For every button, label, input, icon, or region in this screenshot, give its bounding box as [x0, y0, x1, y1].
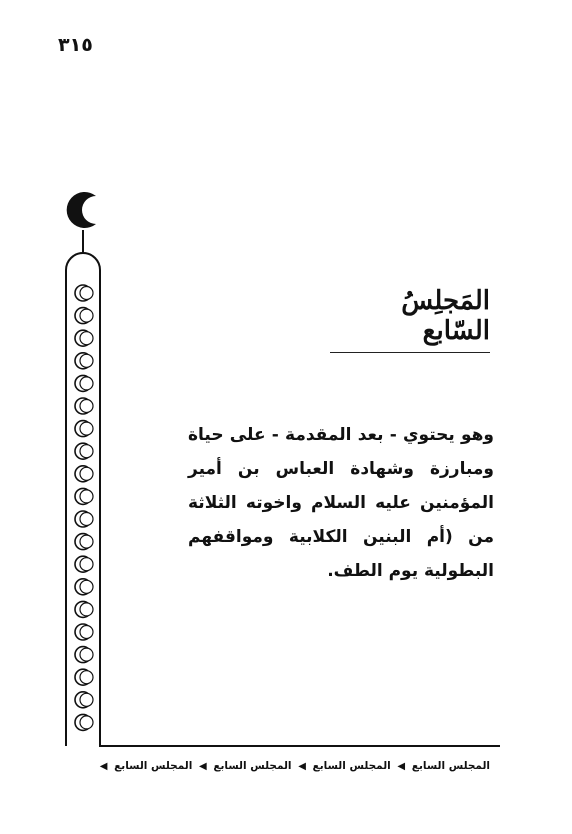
crescent-icon	[75, 601, 93, 617]
crescent-icon	[75, 421, 93, 437]
footer-nav-item[interactable]: المجلس السابع	[312, 760, 391, 772]
crescent-icon	[75, 511, 93, 527]
crescent-icon	[75, 556, 93, 572]
crescent-column	[75, 285, 93, 730]
crescent-icon	[75, 534, 93, 550]
crescent-icon	[75, 353, 93, 369]
crescent-icon	[75, 308, 93, 324]
crescent-icon	[67, 192, 96, 228]
crescent-icon	[75, 647, 93, 663]
crescent-icon	[75, 714, 93, 730]
crescent-icon	[75, 466, 93, 482]
left-triangle-icon: ◀	[198, 761, 207, 772]
left-triangle-icon: ◀	[298, 761, 306, 772]
chapter-title: المَجلِسُ السّابع	[330, 286, 490, 353]
crescent-icon	[75, 624, 93, 640]
footer-nav-item[interactable]: المجلس السابع	[213, 760, 292, 772]
crescent-icon	[75, 669, 93, 685]
footer-navigation	[99, 760, 490, 772]
footer-nav-item[interactable]: المجلس السابع	[114, 760, 193, 772]
crescent-icon	[75, 488, 93, 504]
crescent-icon	[75, 579, 93, 595]
crescent-icon	[75, 285, 93, 301]
crescent-icon	[75, 330, 93, 346]
crescent-icon	[75, 398, 93, 414]
crescent-icon	[75, 443, 93, 459]
chapter-description: وهو يحتوي - بعد المقدمة - على حياة ومبارزة وشهادة العباس بن أمير المؤمنين عليه السلام واخوته الثلاثة من (أم البنين الكلابية ومواقفهم البطولية يوم الطف.	[188, 425, 494, 581]
left-triangle-icon: ◀	[99, 761, 108, 772]
left-triangle-icon: ◀	[397, 761, 406, 772]
crescent-icon	[75, 375, 93, 391]
crescent-icon	[75, 692, 93, 708]
footer-nav-item[interactable]: المجلس السابع	[411, 760, 490, 772]
page-number: ٣١٥	[58, 34, 93, 56]
